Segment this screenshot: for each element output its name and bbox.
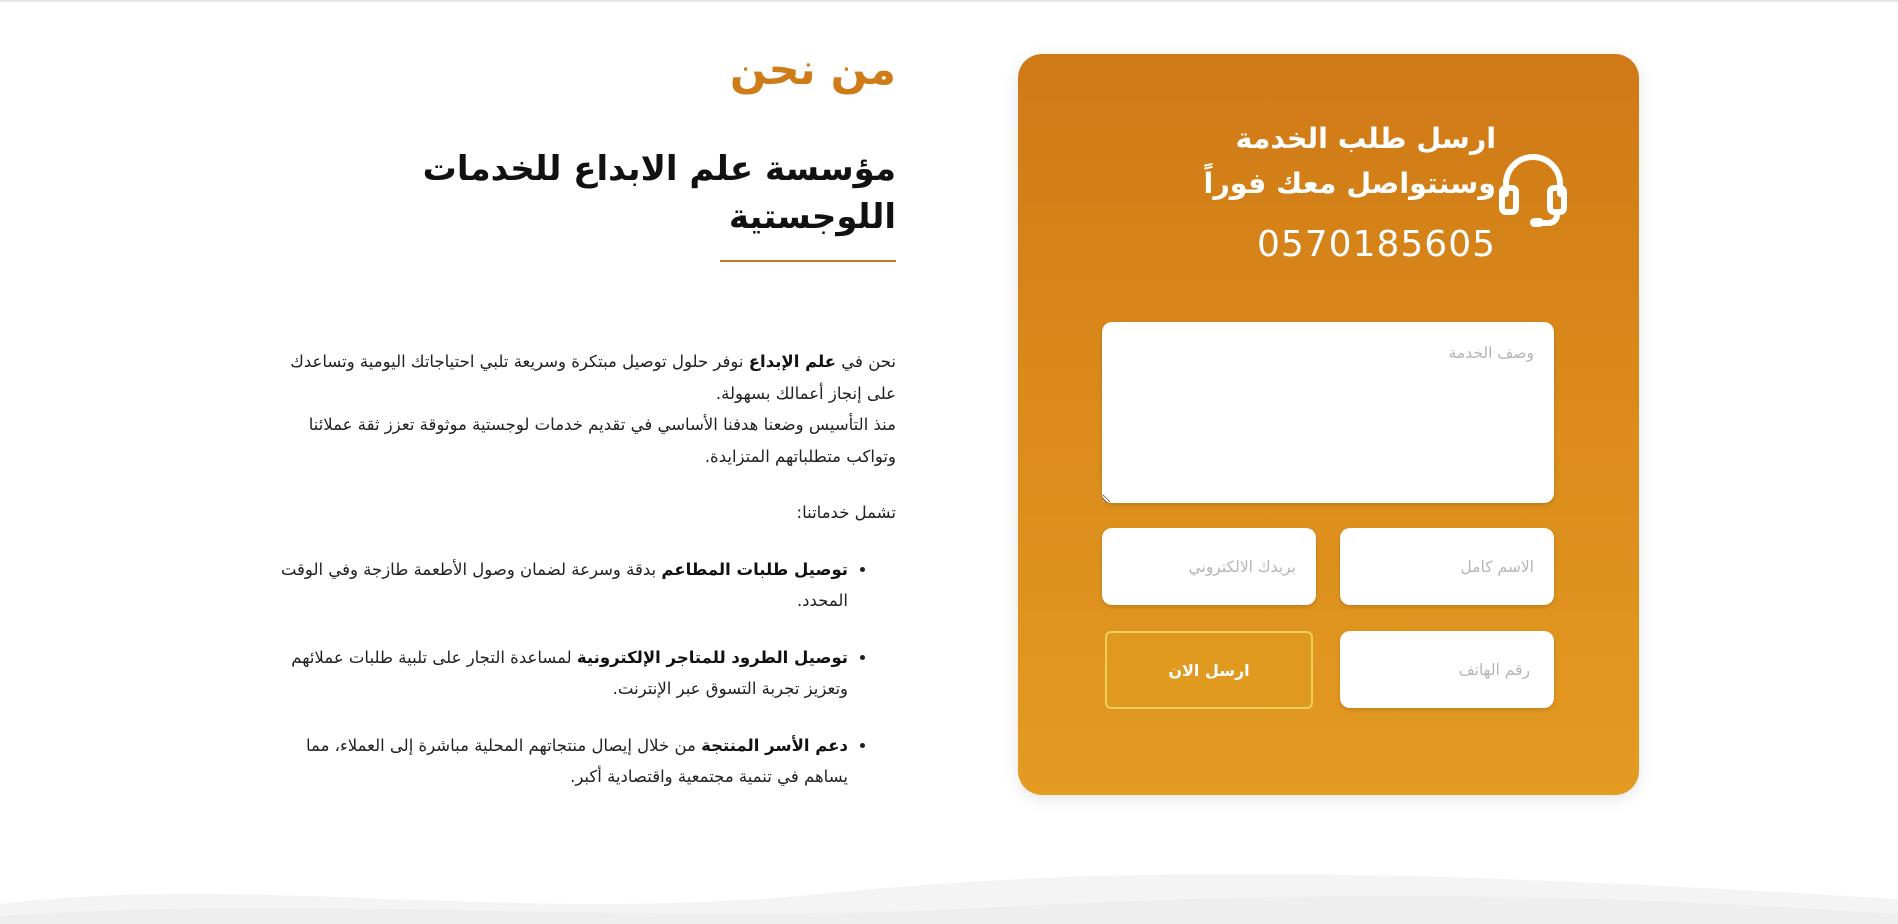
services-list: [260, 554, 896, 793]
service-request-card: [1018, 54, 1639, 795]
service-title: توصيل الطرود للمتاجر الإلكترونية: [576, 647, 848, 667]
title-divider: [720, 260, 896, 262]
service-description-field[interactable]: [1102, 322, 1554, 503]
mission-paragraph: منذ التأسيس وضعنا هدفنا الأساسي في تقديم خدمات لوجستية موثوقة تعزز ثقة عملائنا وتواكب متطلباتهم المتزايدة.: [308, 415, 896, 466]
intro-suffix: نوفر حلول توصيل مبتكرة وسريعة تلبي احتياجاتك اليومية وتساعدك على إنجاز أعمالك بسهولة.: [290, 352, 896, 403]
bottom-wave-decoration: [0, 864, 1898, 924]
submit-button[interactable]: ارسل الان: [1105, 631, 1313, 709]
intro-paragraph: [260, 346, 896, 409]
top-border: [0, 0, 1898, 2]
full-name-field[interactable]: [1340, 528, 1554, 605]
service-text: من خلال إيصال منتجاتهم المحلية مباشرة إلى العملاء، مما يساهم في تنمية مجتمعية واقتصادية أكبر.: [306, 735, 848, 786]
about-kicker: من نحن: [729, 45, 896, 95]
service-item: [260, 730, 848, 793]
email-field[interactable]: [1102, 528, 1316, 605]
card-heading: ارسل طلب الخدمة وسنتواصل معك فوراً: [1203, 122, 1496, 200]
about-section: [260, 40, 896, 818]
headset-icon: [1498, 148, 1568, 228]
service-item: [260, 554, 848, 617]
brand-name: علم الإبداع: [748, 352, 837, 371]
contact-phone-number: 0570185605: [1256, 224, 1496, 265]
service-item: [260, 642, 848, 705]
phone-field[interactable]: [1340, 631, 1554, 708]
service-title: دعم الأسر المنتجة: [701, 735, 848, 755]
service-title: توصيل طلبات المطاعم: [661, 559, 848, 579]
service-text: لمساعدة التجار على تلبية طلبات عملائهم وتعزيز تجربة التسوق عبر الإنترنت.: [291, 647, 848, 698]
company-title: مؤسسة علم الابداع للخدمات اللوجستية: [422, 149, 896, 237]
intro-prefix: نحن في: [836, 352, 896, 371]
services-label: تشمل خدماتنا:: [796, 503, 896, 522]
service-text: بدقة وسرعة لضمان وصول الأطعمة طازجة وفي الوقت المحدد.: [280, 559, 848, 610]
about-body: [260, 346, 896, 793]
